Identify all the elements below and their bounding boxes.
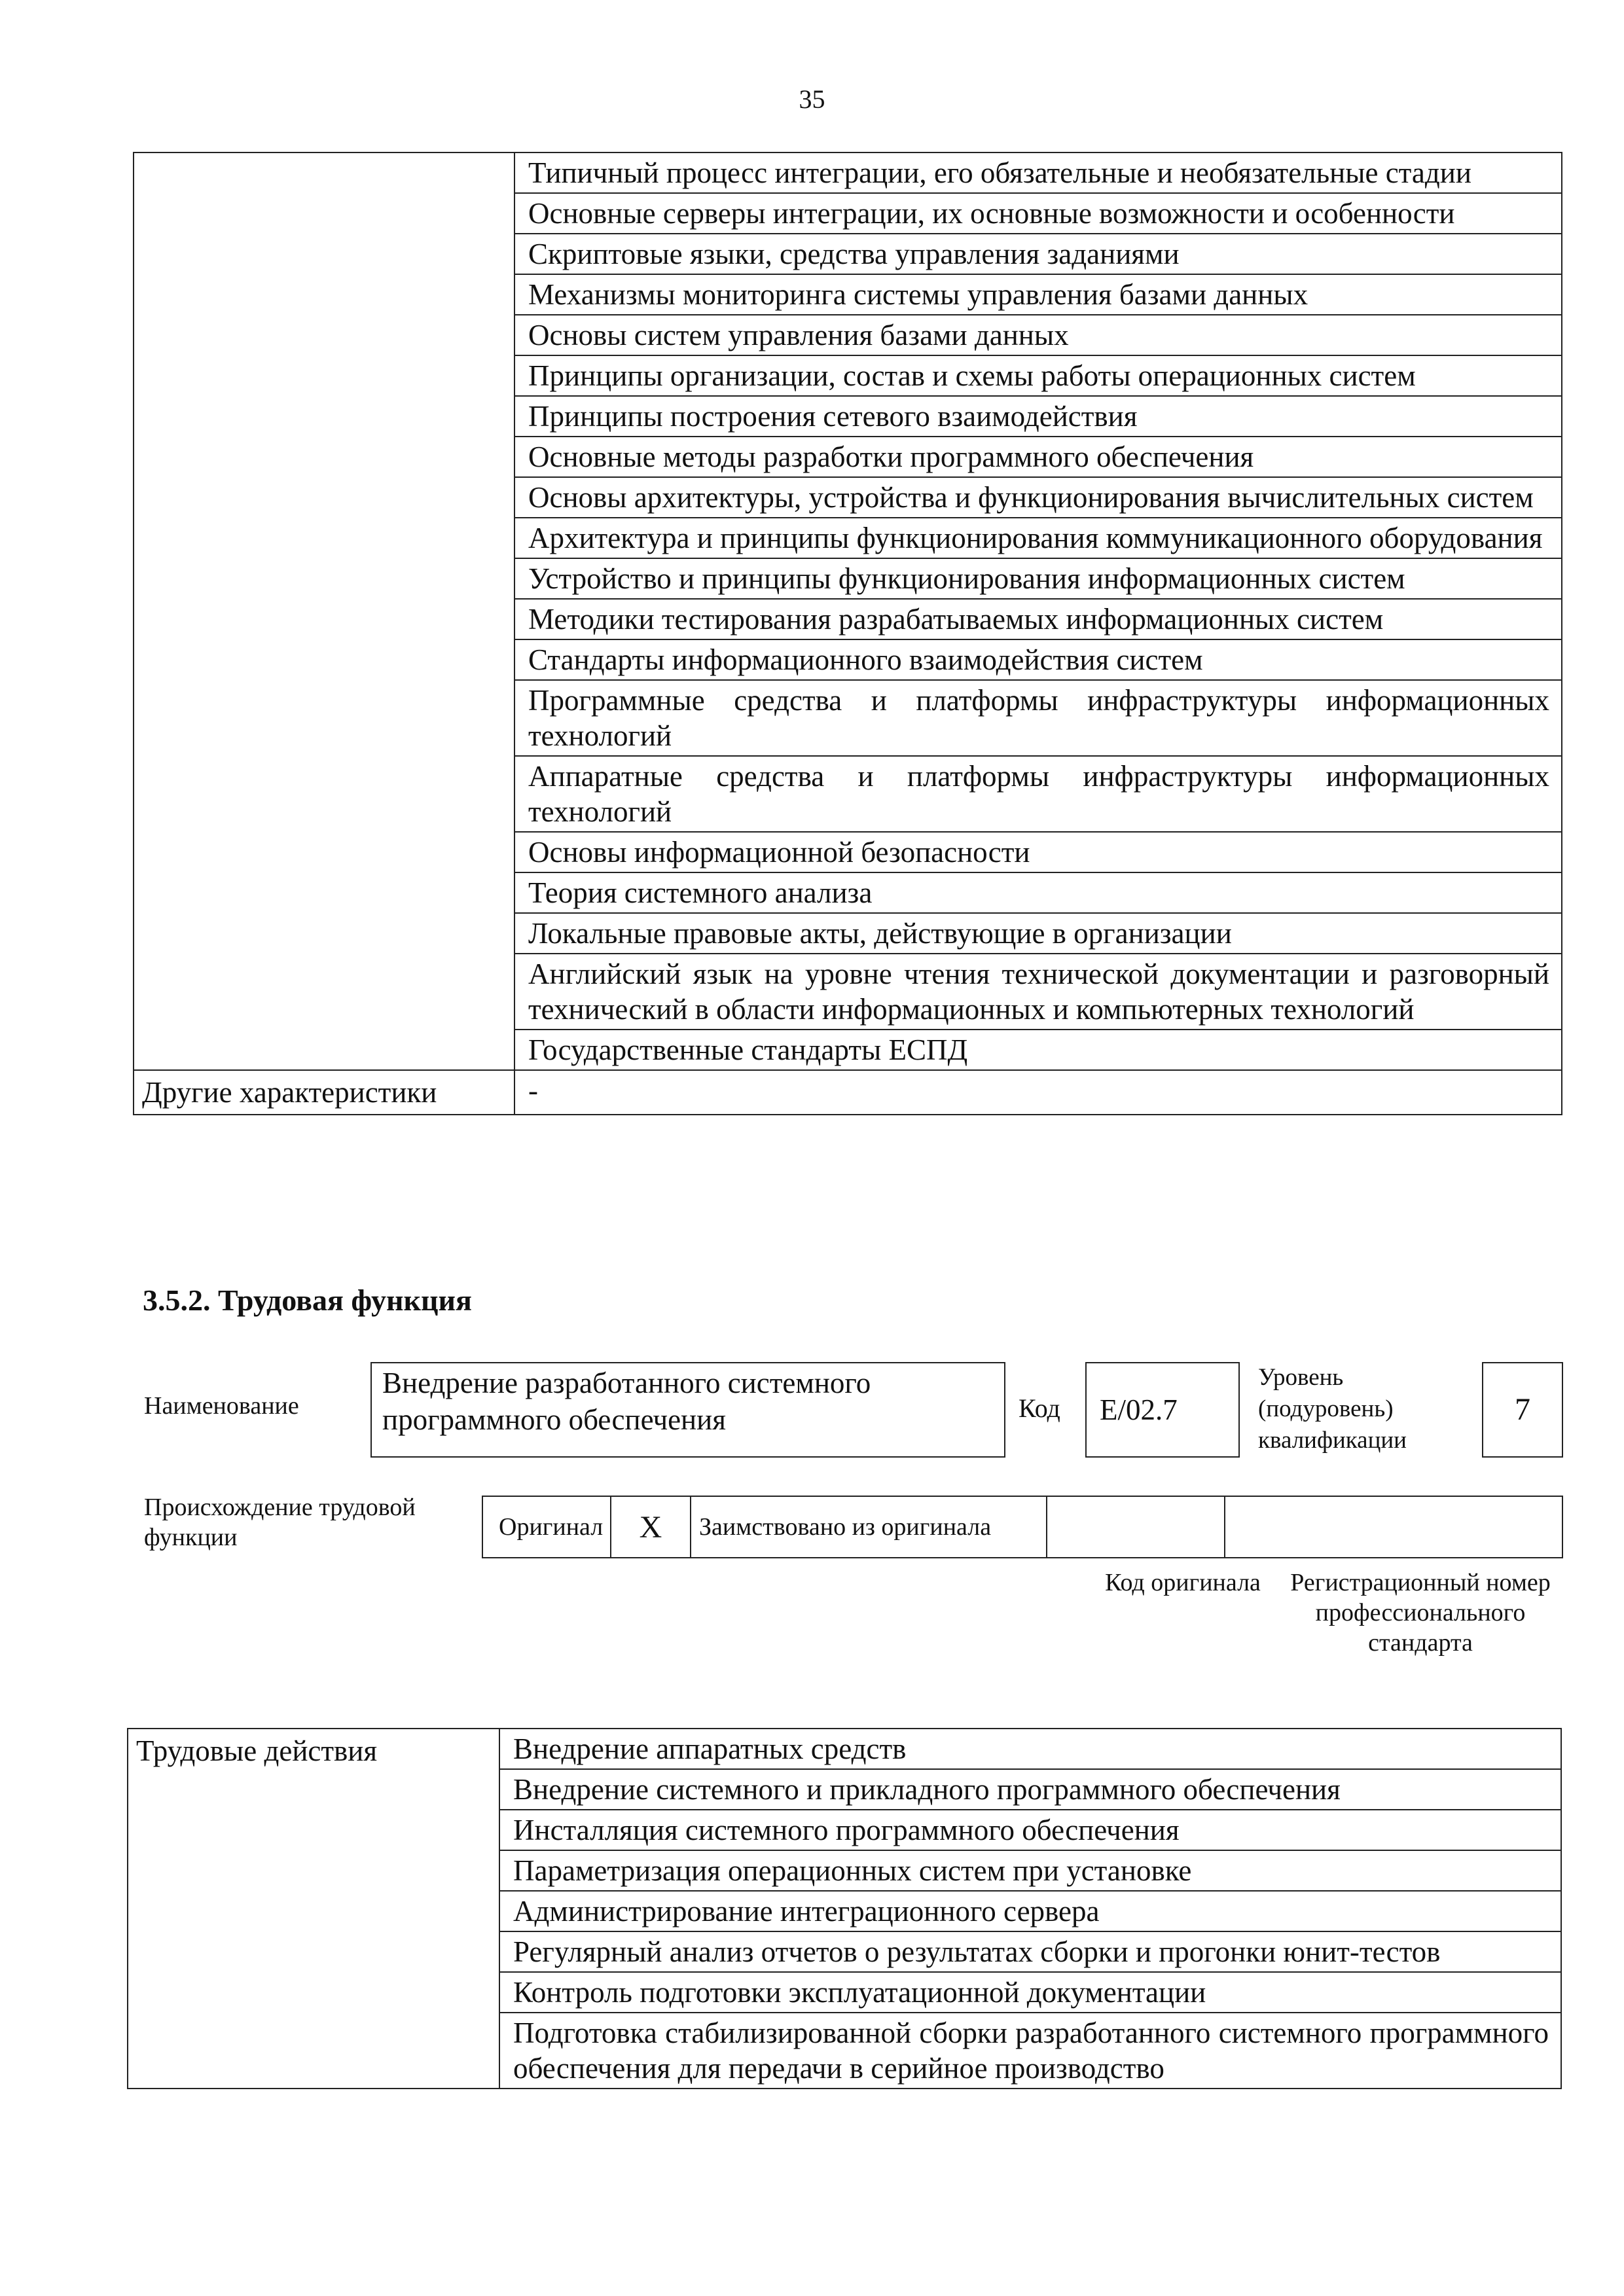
knowledge-item: Основные серверы интеграции, их основные возможности и особенности (514, 193, 1562, 234)
knowledge-table (133, 152, 1562, 1115)
labour-action-item: Внедрение аппаратных средств (499, 1729, 1561, 1769)
borrowed-label: Заимствовано из оригинала (691, 1496, 1047, 1558)
labour-action-item: Администрирование интеграционного сервера (499, 1891, 1561, 1931)
knowledge-item: Архитектура и принципы функционирования коммуникационного оборудования (514, 518, 1562, 558)
original-label: Оригинал (482, 1496, 611, 1558)
knowledge-item: Скриптовые языки, средства управления заданиями (514, 234, 1562, 274)
knowledge-item: Принципы организации, состав и схемы работы операционных систем (514, 355, 1562, 396)
knowledge-item: Стандарты информационного взаимодействия систем (514, 639, 1562, 680)
labour-action-item: Регулярный анализ отчетов о результатах сборки и прогонки юнит-тестов (499, 1931, 1561, 1972)
origin-label: Происхождение трудовой функции (144, 1494, 416, 1551)
knowledge-item: Аппаратные средства и платформы инфраструктуры информационных технологий (514, 756, 1562, 832)
knowledge-item: Механизмы мониторинга системы управления базами данных (514, 274, 1562, 315)
other-characteristics-value: - (514, 1070, 1562, 1115)
qualification-level-label: Уровень (подуровень) квалификации (1258, 1364, 1407, 1454)
other-characteristics-label: Другие характеристики (134, 1070, 514, 1115)
labour-action-item: Подготовка стабилизированной сборки разработанного системного программного обеспечения для передачи в серийное производство (499, 2013, 1561, 2089)
knowledge-item: Основные методы разработки программного обеспечения (514, 437, 1562, 477)
knowledge-item: Типичный процесс интеграции, его обязательные и необязательные стадии (514, 152, 1562, 193)
name-label: Наименование (144, 1392, 299, 1420)
knowledge-item: Программные средства и платформы инфраструктуры информационных технологий (514, 680, 1562, 756)
knowledge-row (134, 152, 1562, 193)
labour-action-item: Параметризация операционных систем при установке (499, 1850, 1561, 1891)
knowledge-item: Теория системного анализа (514, 872, 1562, 913)
labour-action-item: Инсталляция системного программного обеспечения (499, 1810, 1561, 1850)
qualification-level-value: 7 (1482, 1362, 1563, 1458)
labour-actions-table (127, 1728, 1562, 2089)
labour-action-row (128, 1729, 1561, 1769)
knowledge-item: Устройство и принципы функционирования информационных систем (514, 558, 1562, 599)
labour-actions-label: Трудовые действия (128, 1729, 499, 2089)
registration-number-cell (1225, 1496, 1562, 1558)
other-characteristics-row (134, 1070, 1562, 1115)
labour-action-item: Внедрение системного и прикладного программного обеспечения (499, 1769, 1561, 1810)
knowledge-item: Принципы построения сетевого взаимодействия (514, 396, 1562, 437)
knowledge-item: Основы информационной безопасности (514, 832, 1562, 872)
original-mark: X (611, 1496, 691, 1558)
knowledge-item: Методики тестирования разрабатываемых информационных систем (514, 599, 1562, 639)
code-label: Код (1019, 1393, 1060, 1423)
knowledge-left-cell (134, 152, 514, 1070)
original-code-caption: Код оригинала (1105, 1569, 1261, 1596)
function-code-value: E/02.7 (1085, 1362, 1240, 1458)
function-name-value: Внедрение разработанного системного программного обеспечения (370, 1362, 1005, 1458)
knowledge-item: Английский язык на уровне чтения технической документации и разговорный технический в области информационных и компьютерных технологий (514, 954, 1562, 1030)
knowledge-item: Государственные стандарты ЕСПД (514, 1030, 1562, 1070)
knowledge-item: Основы архитектуры, устройства и функционирования вычислительных систем (514, 477, 1562, 518)
page-number: 35 (799, 84, 825, 114)
knowledge-item: Основы систем управления базами данных (514, 315, 1562, 355)
knowledge-item: Локальные правовые акты, действующие в организации (514, 913, 1562, 954)
registration-number-caption: Регистрационный номер профессионального стандарта (1290, 1569, 1551, 1657)
origin-table (482, 1496, 1563, 1558)
section-heading: 3.5.2. Трудовая функция (143, 1283, 472, 1317)
labour-action-item: Контроль подготовки эксплуатационной документации (499, 1972, 1561, 2013)
original-code-cell (1047, 1496, 1225, 1558)
